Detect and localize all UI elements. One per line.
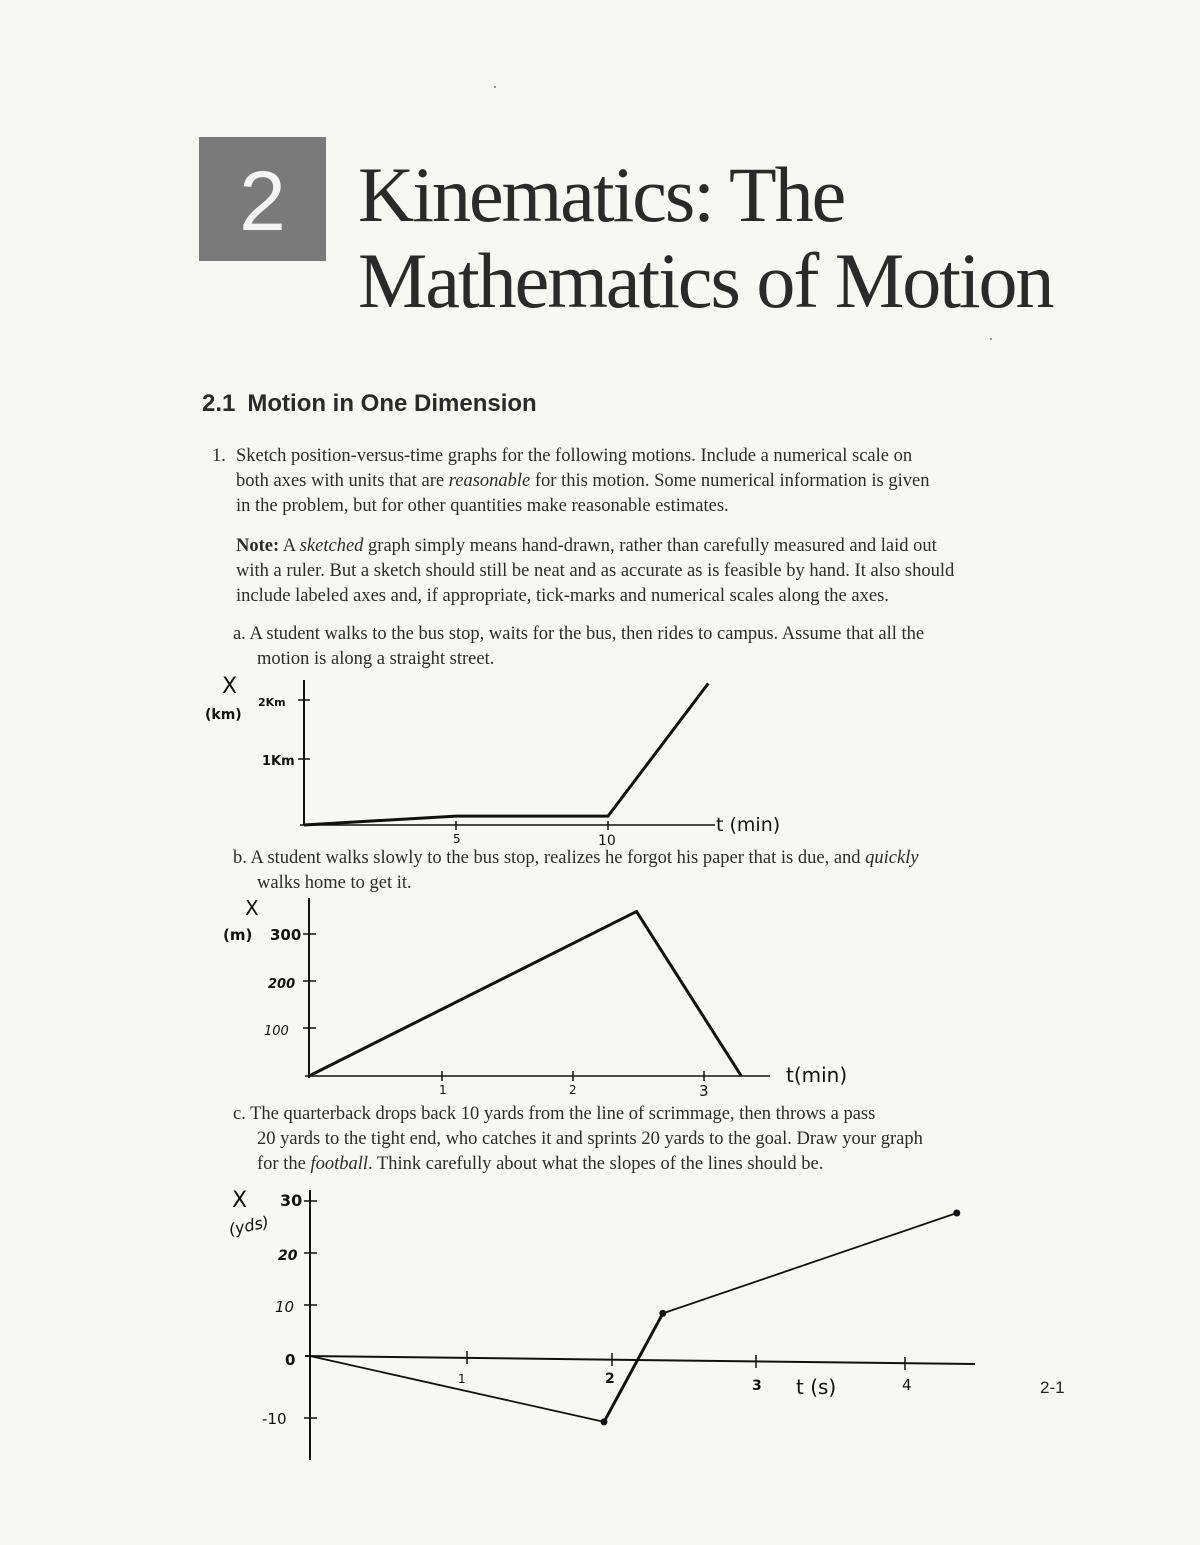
problem-line: 1. Sketch position-versus-time graphs for the following motions. Include a numerical scale on [212,444,1092,469]
y-tick-label: 10 [275,1298,295,1316]
y-axis-label: X [222,674,238,699]
page-number: 2-1 [1040,1378,1065,1397]
y-axis-unit: (m) [223,926,253,944]
y-tick-label: 100 [264,1024,289,1039]
x-tick-label: 3 [752,1378,762,1394]
x-axis-label: t(min) [786,1063,848,1087]
x-tick-label: 1 [458,1372,466,1386]
note-line: with a ruler. But a sketch should still be neat and as accurate as is feasible by hand. It also should [236,561,955,581]
y-tick-label: 30 [280,1191,303,1210]
y-tick-label: 2Km [258,696,286,709]
problem-line: in the problem, but for other quantities make reasonable estimates. [236,496,729,516]
x-tick-label: 2 [569,1083,577,1097]
y-tick-label: 300 [270,926,302,944]
y-axis-label: X [245,896,259,920]
problem-line: both axes with units that are reasonable for this motion. Some numerical information is given [236,471,930,491]
note-line: Note: A sketched graph simply means hand-drawn, rather than carefully measured and laid out [236,536,937,556]
section-number: 2.1 [202,390,236,417]
question-line: c. The quarterback drops back 10 yards from the line of scrimmage, then throws a pass [233,1104,876,1124]
question-line: b. A student walks slowly to the bus stop, realizes he forgot his paper that is due, and quickly [233,848,919,868]
section-title: Motion in One Dimension [247,390,537,417]
note-label: Note: [236,536,280,556]
data-line [310,1213,957,1422]
question-line: a. A student walks to the bus stop, waits for the bus, then rides to campus. Assume that all the [233,624,925,644]
y-tick-label: -10 [262,1410,287,1428]
question-line: motion is along a straight street. [257,649,495,669]
question-line: walks home to get it. [257,873,412,893]
y-axis-unit: (yds) [227,1212,271,1240]
question-line: 20 yards to the tight end, who catches it and sprints 20 yards to the goal. Draw your graph [257,1129,923,1149]
y-tick-label: 20 [278,1248,298,1264]
x-tick-label: 3 [699,1082,709,1100]
x-tick-label: 10 [598,833,616,849]
x-tick-label: 2 [605,1371,615,1387]
y-axis-label: X [232,1188,248,1213]
x-tick-label: 4 [902,1376,912,1394]
x-tick-label: 1 [439,1083,447,1097]
y-tick-label: 0 [285,1351,296,1369]
x-axis-label: t (s) [796,1375,837,1399]
chapter-number: 2 [239,154,286,248]
data-point [953,1210,960,1217]
pass-segment [604,1313,663,1421]
chapter-title-line: Kinematics: The [358,151,845,238]
chapter-title-line: Mathematics of Motion [358,237,1053,324]
y-tick-label: 1Km [262,754,295,769]
y-axis-unit: (km) [205,707,242,723]
x-tick-label: 5 [453,832,461,846]
y-tick-label: 200 [268,977,296,992]
note-line: include labeled axes and, if appropriate, tick-marks and numerical scales along the axes. [236,586,889,606]
problem-number: 1. [212,446,226,466]
question-line: for the football. Think carefully about what the slopes of the lines should be. [257,1154,824,1174]
x-axis-label: t (min) [716,814,781,836]
